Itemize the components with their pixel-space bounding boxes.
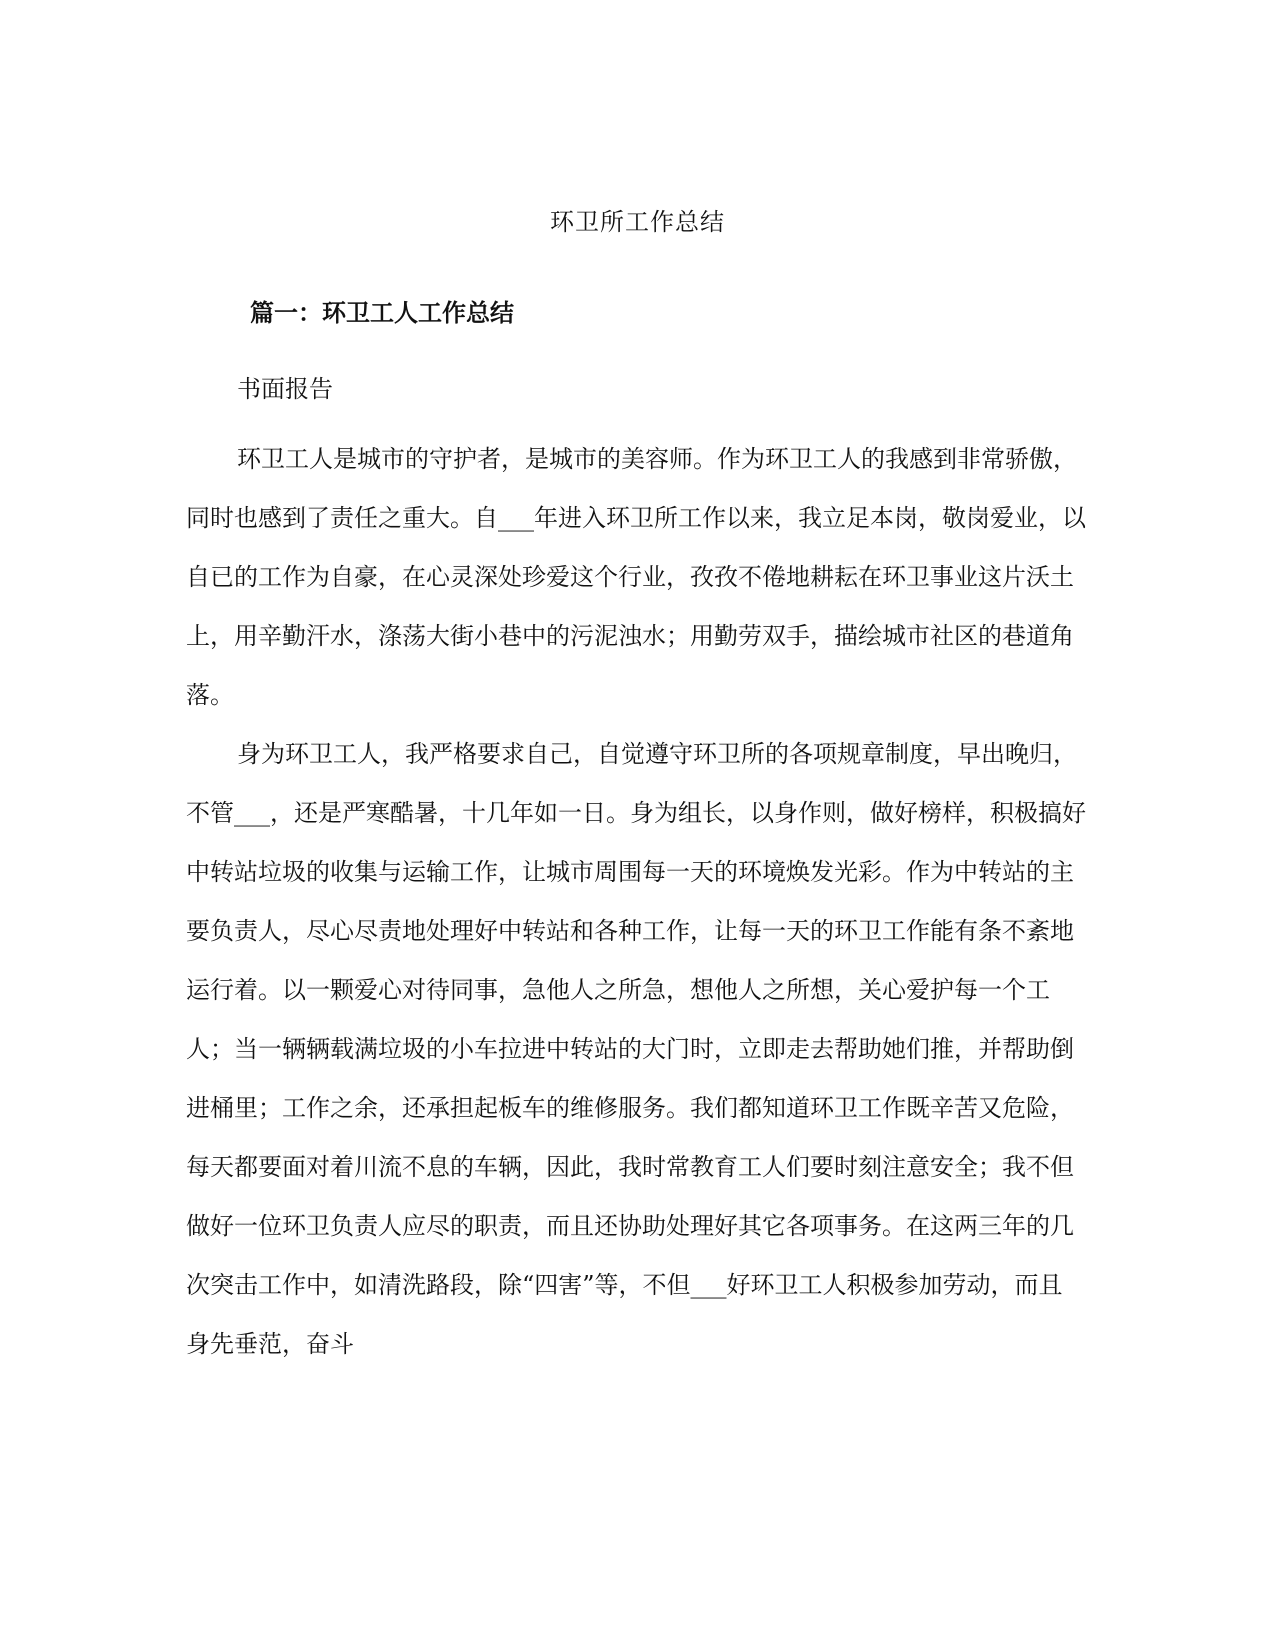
report-label: 书面报告 — [237, 375, 333, 403]
paragraph: 环卫工人是城市的守护者，是城市的美容师。作为环卫工人的我感到非常骄傲，同时也感到了责任之重大。自___年进入环卫所工作以来，我立足本岗，敬岗爱业，以自已的工作为自豪，在心灵深处珍爱这个行业，孜孜不倦地耕耘在环卫事业这片沃土上，用辛勤汗水，涤荡大街小巷中的污泥浊水；用勤劳双手，描绘城市社区的巷道角落。 — [186, 445, 1086, 709]
body-text — [186, 430, 1086, 1374]
section-heading: 篇一：环卫工人工作总结 — [250, 299, 514, 327]
document-title: 环卫所工作总结 — [550, 208, 725, 236]
paragraph: 身为环卫工人，我严格要求自己，自觉遵守环卫所的各项规章制度，早出晚归，不管___，还是严寒酷暑，十几年如一日。身为组长，以身作则，做好榜样，积极搞好中转站垃圾的收集与运输工作，让城市周围每一天的环境焕发光彩。作为中转站的主要负责人，尽心尽责地处理好中转站和各种工作，让每一天的环卫工作能有条不紊地运行着。以一颗爱心对待同事，急他人之所急，想他人之所想，关心爱护每一个工人；当一辆辆载满垃圾的小车拉进中转站的大门时，立即走去帮助她们推，并帮助倒进桶里；工作之余，还承担起板车的维修服务。我们都知道环卫工作既辛苦又危险，每天都要面对着川流不息的车辆，因此，我时常教育工人们要时刻注意安全；我不但做好一位环卫负责人应尽的职责，而且还协助处理好其它各项事务。在这两三年的几次突击工作中，如清洗路段，除“四害”等，不但___好环卫工人积极参加劳动，而且身先垂范，奋斗 — [186, 740, 1086, 1358]
